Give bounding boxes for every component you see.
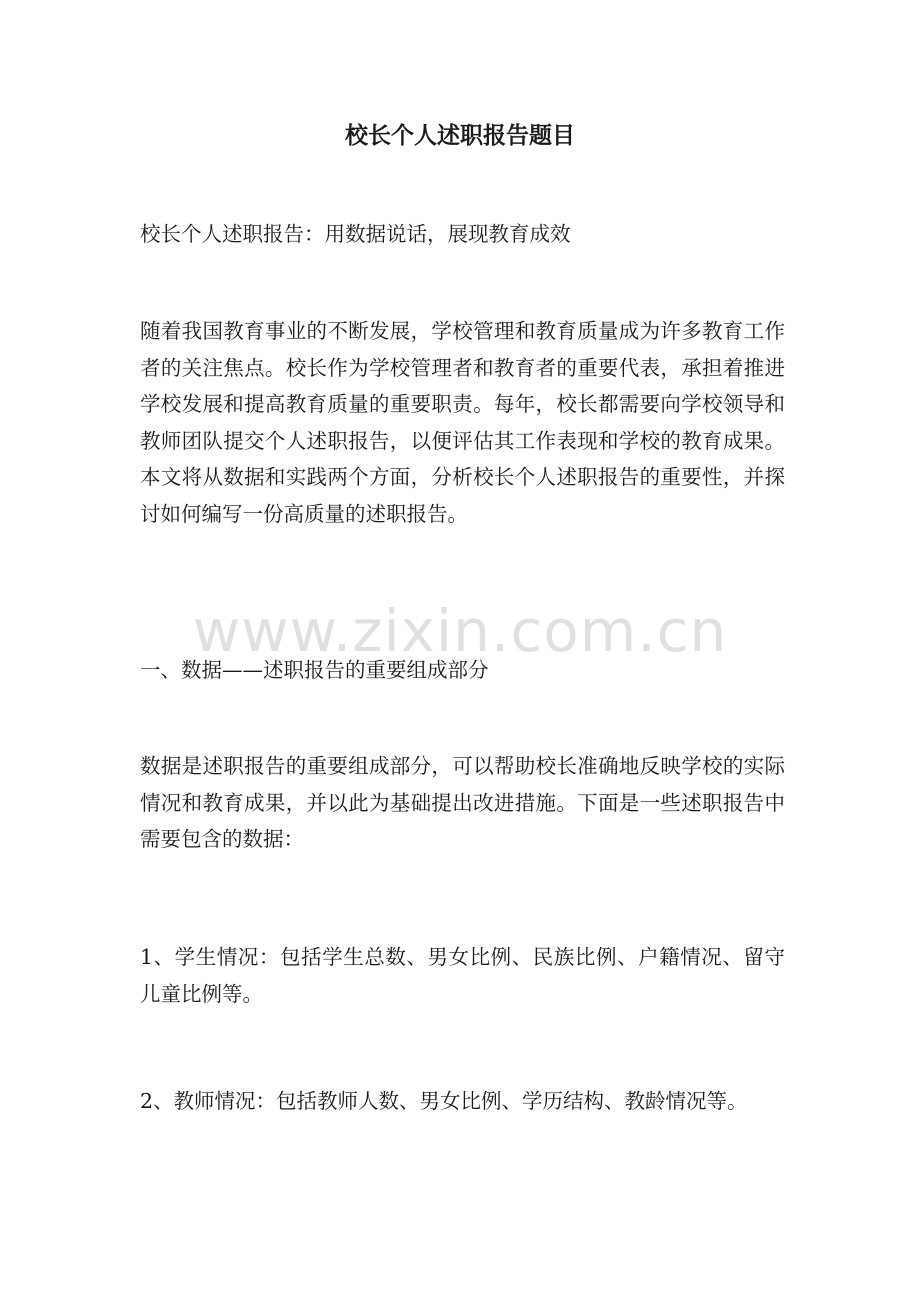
- document-subtitle: 校长个人述职报告：用数据说话，展现教育成效: [140, 222, 571, 246]
- document-title: 校长个人述职报告题目: [345, 122, 575, 149]
- section-paragraph: 数据是述职报告的重要组成部分，可以帮助校长准确地反映学校的实际情况和教育成果，并以此为基础提出改进措施。下面是一些述职报告中需要包含的数据：: [140, 754, 785, 852]
- list-item: 1、学生情况：包括学生总数、男女比例、民族比例、户籍情况、留守儿童比例等。: [140, 945, 785, 1006]
- watermark: www.zixin.com.cn: [192, 597, 728, 665]
- section-heading: 一、数据——述职报告的重要组成部分: [140, 658, 489, 682]
- intro-paragraph: 随着我国教育事业的不断发展，学校管理和教育质量成为许多教育工作者的关注焦点。校长作为学校管理者和教育者的重要代表，承担着推进学校发展和提高教育质量的重要职责。每年，校长都需要向学校领导和教师团队提交个人述职报告，以便评估其工作表现和学校的教育成果。本文将从数据和实践两个方面，分析校长个人述职报告的重要性，并探讨如何编写一份高质量的述职报告。: [140, 319, 785, 526]
- list-item: 2、教师情况：包括教师人数、男女比例、学历结构、教龄情况等。: [140, 1089, 748, 1113]
